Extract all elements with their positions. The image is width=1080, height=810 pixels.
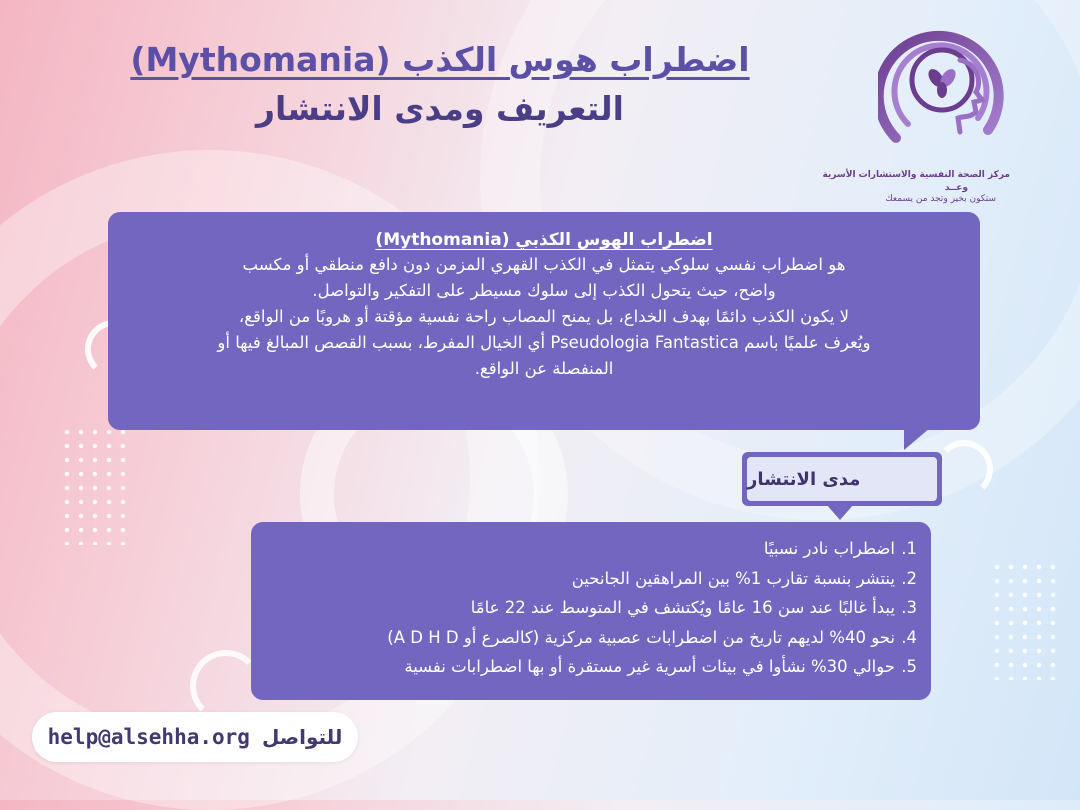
- contact-pill: [32, 712, 358, 762]
- list-item-text: ينتشر بنسبة تقارب 1% بين المراهقين الجانحين: [571, 568, 895, 588]
- definition-line: هو اضطراب نفسي سلوكي يتمثل في الكذب القهري المزمن دون دافع منطقي أو مكسب: [242, 255, 846, 274]
- logo-brand: وعــد: [944, 183, 968, 193]
- badge-pointer: [826, 504, 854, 520]
- prevalence-badge: [742, 452, 942, 506]
- list-item-number: 5.: [901, 657, 917, 676]
- definition-card: [108, 212, 980, 430]
- definition-line: واضح، حيث يتحول الكذب إلى سلوك مسيطر على التفكير والتواصل.: [312, 281, 776, 300]
- list-item-number: 4.: [901, 627, 917, 647]
- list-item: [269, 652, 917, 682]
- list-item-text: نحو 40% لديهم تاريخ من اضطرابات عصبية مركزية (كالصرع أو A D H D): [387, 627, 895, 647]
- background-dots: [60, 425, 130, 545]
- list-item: [269, 564, 917, 594]
- list-item-number: 1.: [901, 539, 917, 558]
- list-item-text: حوالي 30% نشأوا في بيئات أسرية غير مستقرة أو بها اضطرابات نفسية: [404, 657, 895, 676]
- definition-text: [138, 252, 950, 382]
- title-line-2: التعريف ومدى الانتشار: [256, 89, 624, 128]
- background-dots: [990, 560, 1060, 680]
- list-item: [269, 593, 917, 623]
- page-title: [90, 40, 790, 128]
- list-item-text: يبدأ غالبًا عند سن 16 عامًا ويُكتشف في المتوسط عند 22 عامًا: [470, 598, 895, 617]
- head-logo-icon: [878, 20, 1010, 152]
- list-item-number: 2.: [901, 568, 917, 588]
- list-item-number: 3.: [901, 598, 917, 617]
- contact-label: للتواصل: [261, 725, 343, 749]
- prevalence-card: [251, 522, 931, 700]
- list-item: [269, 534, 917, 564]
- definition-line: المنفصلة عن الواقع.: [474, 359, 614, 378]
- background-arc: [935, 440, 993, 498]
- logo-tagline: ستكون بخير وتجد من يسمعك: [885, 194, 996, 204]
- center-logo: [822, 20, 1028, 204]
- definition-heading: اضطراب الهوس الكذبي (Mythomania): [375, 230, 713, 250]
- title-line-1: اضطراب هوس الكذب (Mythomania): [130, 40, 750, 79]
- card-pointer: [904, 428, 930, 450]
- logo-center-name: مركز الصحة النفسية والاستشارات الأسرية: [822, 170, 1010, 180]
- list-item: [269, 623, 917, 653]
- contact-email-link[interactable]: help@alsehha.org: [47, 725, 250, 749]
- prevalence-label: مدى الانتشار: [747, 457, 937, 501]
- prevalence-list: [269, 534, 917, 682]
- definition-line: ويُعرف علميًا باسم Pseudologia Fantastica أي الخيال المفرط، بسبب القصص المبالغ فيها أو: [217, 333, 871, 352]
- definition-line: لا يكون الكذب دائمًا بهدف الخداع، بل يمنح المصاب راحة نفسية مؤقتة أو هروبًا من الواقع،: [238, 307, 850, 326]
- list-item-text: اضطراب نادر نسبيًا: [763, 539, 895, 558]
